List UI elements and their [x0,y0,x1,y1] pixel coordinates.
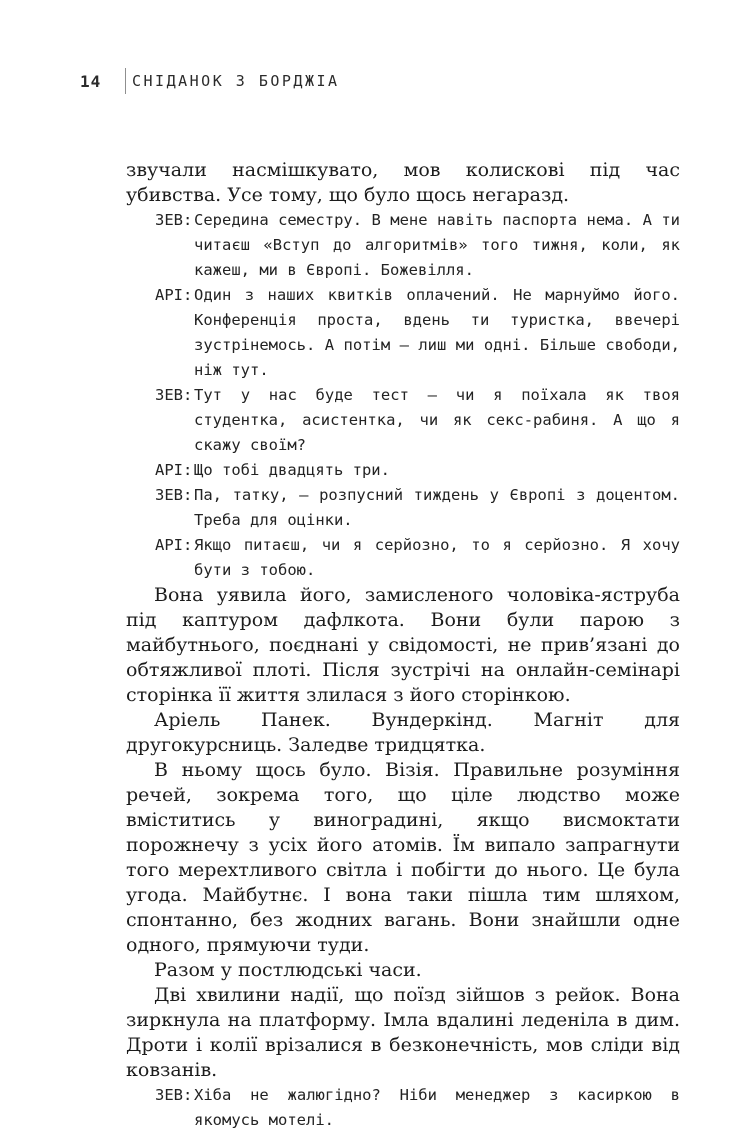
dialogue-text: Якщо питаєш, чи я серйозно, то я серйозно. Я хочу бути з тобою. [194,536,680,579]
speaker-label: ЗЕВ: [155,486,193,504]
dialogue-line [126,1083,680,1133]
dialogue-text: Середина семестру. В мене навіть паспорта нема. А ти читаєш «Вступ до алгоритмів» того тижня, коли, як кажеш, ми в Європі. Божевілля. [194,211,680,279]
dialogue-line [126,208,680,283]
paragraph: В ньому щось було. Візія. Правильне розуміння речей, зокрема того, що ціле людство може вміститись у виноградині, якщо висмоктати порожнечу з усіх його атомів. Їм випало запрагнути того мерехтливого світла і побігти до нього. Це була угода. Майбутнє. І вона таки пішла тим шляхом, спонтанно, без жодних вагань. Вони знайшли одне одного, прямуючи туди. [126,759,680,956]
page-body [126,158,680,1133]
dialogue-line [126,533,680,583]
dialogue-text: Па, татку, — розпусний тиждень у Європі з доцентом. Треба для оцінки. [194,486,680,529]
dialogue-line [126,483,680,533]
speaker-label: ЗЕВ: [155,386,193,404]
speaker-label: АРІ: [155,536,193,554]
paragraph: Разом у постлюдські часи. [154,959,422,981]
running-title: СНІДАНОК З БОРДЖІА [132,72,340,90]
dialogue-text: Один з наших квитків оплачений. Не марнуймо його. Конференція проста, вдень ти туристка, ввечері зустрінемось. А потім — лиш ми одні. Більше свободи, ніж тут. [194,286,680,379]
dialogue-text: Що тобі двадцять три. [194,461,390,479]
dialogue-line [126,383,680,458]
page-header [80,68,340,94]
speaker-label: АРІ: [155,286,193,304]
speaker-label: ЗЕВ: [155,211,193,229]
dialogue-text: Хіба не жалюгідно? Ніби менеджер з касиркою в якомусь мотелі. [194,1086,680,1129]
paragraph: Аріель Панек. Вундеркінд. Магніт для другокурсниць. Заледве тридцятка. [126,709,680,756]
dialogue-line [126,458,680,483]
dialogue-line [126,283,680,383]
dialogue-text: Тут у нас буде тест — чи я поїхала як твоя студентка, асистентка, чи як секс-рабиня. А що я скажу своїм? [194,386,680,454]
page-number: 14 [80,71,102,91]
speaker-label: АРІ: [155,461,193,479]
header-divider [125,68,126,94]
paragraph: Вона уявила його, замисленого чоловіка-яструба під каптуром дафлкота. Вони були парою з майбутнього, поєднані у свідомості, не прив’язані до обтяжливої плоті. Після зустрічі на онлайн-семінарі сторінка її життя злилася з його сторінкою. [126,584,680,706]
paragraph: звучали насмішкувато, мов колискові під час убивства. Усе тому, що було щось негаразд. [126,159,680,206]
paragraph: Дві хвилини надії, що поїзд зійшов з рейок. Вона зиркнула на платформу. Імла вдалині леденіла в дим. Дроти і колії врізалися в безконечність, мов сліди від ковзанів. [126,984,680,1081]
speaker-label: ЗЕВ: [155,1086,193,1104]
